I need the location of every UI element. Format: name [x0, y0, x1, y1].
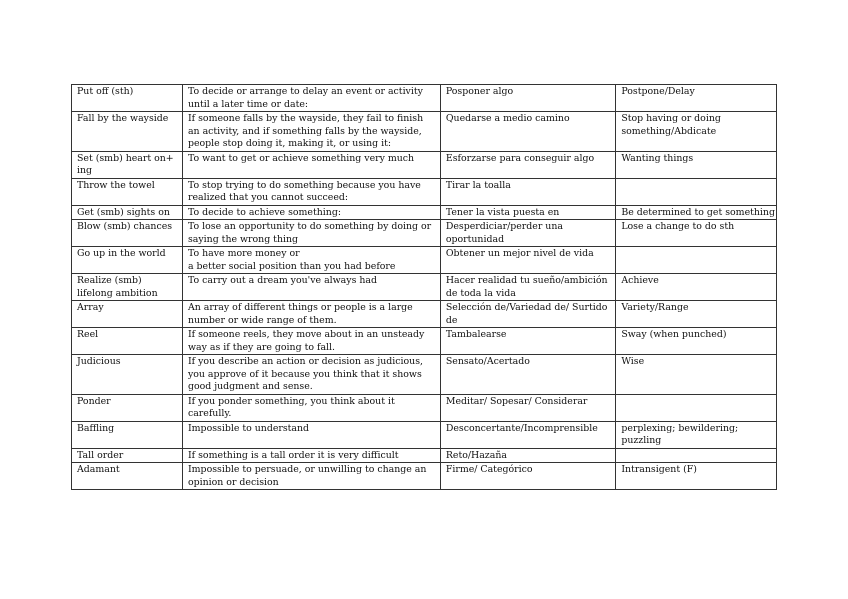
term-cell: Fall by the wayside: [72, 112, 183, 152]
table-row: [72, 220, 777, 247]
table-row: [72, 463, 777, 490]
table-row: [72, 178, 777, 205]
definition-cell: To want to get or achieve something very much: [182, 151, 440, 178]
table-row: [72, 421, 777, 448]
spanish-cell: Meditar/ Sopesar/ Considerar: [440, 394, 615, 421]
term-cell: Put off (sth): [72, 85, 183, 112]
term-cell: Adamant: [72, 463, 183, 490]
vocabulary-table: [71, 84, 777, 490]
spanish-cell: Posponer algo: [440, 85, 615, 112]
table-row: [72, 328, 777, 355]
spanish-cell: Tener la vista puesta en: [440, 205, 615, 220]
spanish-cell: Quedarse a medio camino: [440, 112, 615, 152]
table-row: [72, 448, 777, 463]
definition-cell: To lose an opportunity to do something by doing or saying the wrong thing: [182, 220, 440, 247]
definition-cell: If something is a tall order it is very difficult: [182, 448, 440, 463]
definition-cell: If someone reels, they move about in an unsteady way as if they are going to fall.: [182, 328, 440, 355]
table-row: [72, 355, 777, 395]
table-row: [72, 112, 777, 152]
term-cell: Blow (smb) chances: [72, 220, 183, 247]
synonym-cell: [616, 247, 777, 274]
synonym-cell: Wise: [616, 355, 777, 395]
term-cell: Baffling: [72, 421, 183, 448]
definition-cell: If someone falls by the wayside, they fail to finish an activity, and if something falls by the wayside, people stop doing it, making it, or using it:: [182, 112, 440, 152]
definition-cell: To stop trying to do something because you have realized that you cannot succeed:: [182, 178, 440, 205]
synonym-cell: Intransigent (F): [616, 463, 777, 490]
term-cell: Go up in the world: [72, 247, 183, 274]
table-row: [72, 205, 777, 220]
synonym-cell: Stop having or doing something/Abdicate: [616, 112, 777, 152]
definition-cell: To have more money or a better social position than you had before: [182, 247, 440, 274]
term-cell: Ponder: [72, 394, 183, 421]
synonym-cell: Be determined to get something: [616, 205, 777, 220]
synonym-cell: Variety/Range: [616, 301, 777, 328]
definition-cell: If you describe an action or decision as judicious, you approve of it because you think that it shows good judgment and sense.: [182, 355, 440, 395]
term-cell: Get (smb) sights on: [72, 205, 183, 220]
definition-cell: If you ponder something, you think about it carefully.: [182, 394, 440, 421]
spanish-cell: Tambalearse: [440, 328, 615, 355]
definition-cell: To carry out a dream you've always had: [182, 274, 440, 301]
definition-cell: An array of different things or people is a large number or wide range of them.: [182, 301, 440, 328]
spanish-cell: Desconcertante/Incomprensible: [440, 421, 615, 448]
synonym-cell: Sway (when punched): [616, 328, 777, 355]
term-cell: Set (smb) heart on+ ing: [72, 151, 183, 178]
spanish-cell: Tirar la toalla: [440, 178, 615, 205]
synonym-cell: Lose a change to do sth: [616, 220, 777, 247]
term-cell: Reel: [72, 328, 183, 355]
definition-cell: To decide or arrange to delay an event or activity until a later time or date:: [182, 85, 440, 112]
table-row: [72, 274, 777, 301]
table-row: [72, 247, 777, 274]
synonym-cell: [616, 394, 777, 421]
spanish-cell: Selección de/Variedad de/ Surtido de: [440, 301, 615, 328]
spanish-cell: Sensato/Acertado: [440, 355, 615, 395]
synonym-cell: Wanting things: [616, 151, 777, 178]
spanish-cell: Esforzarse para conseguir algo: [440, 151, 615, 178]
definition-cell: Impossible to persuade, or unwilling to change an opinion or decision: [182, 463, 440, 490]
synonym-cell: Achieve: [616, 274, 777, 301]
spanish-cell: Reto/Hazaña: [440, 448, 615, 463]
table-row: [72, 301, 777, 328]
table-row: [72, 85, 777, 112]
spanish-cell: Hacer realidad tu sueño/ambición de toda la vida: [440, 274, 615, 301]
table-row: [72, 394, 777, 421]
definition-cell: Impossible to understand: [182, 421, 440, 448]
synonym-cell: [616, 178, 777, 205]
spanish-cell: Desperdiciar/perder una oportunidad: [440, 220, 615, 247]
synonym-cell: Postpone/Delay: [616, 85, 777, 112]
spanish-cell: Firme/ Categórico: [440, 463, 615, 490]
term-cell: Realize (smb) lifelong ambition: [72, 274, 183, 301]
term-cell: Tall order: [72, 448, 183, 463]
synonym-cell: perplexing; bewildering; puzzling: [616, 421, 777, 448]
table-row: [72, 151, 777, 178]
spanish-cell: Obtener un mejor nivel de vida: [440, 247, 615, 274]
term-cell: Throw the towel: [72, 178, 183, 205]
term-cell: Judicious: [72, 355, 183, 395]
definition-cell: To decide to achieve something:: [182, 205, 440, 220]
term-cell: Array: [72, 301, 183, 328]
synonym-cell: [616, 448, 777, 463]
